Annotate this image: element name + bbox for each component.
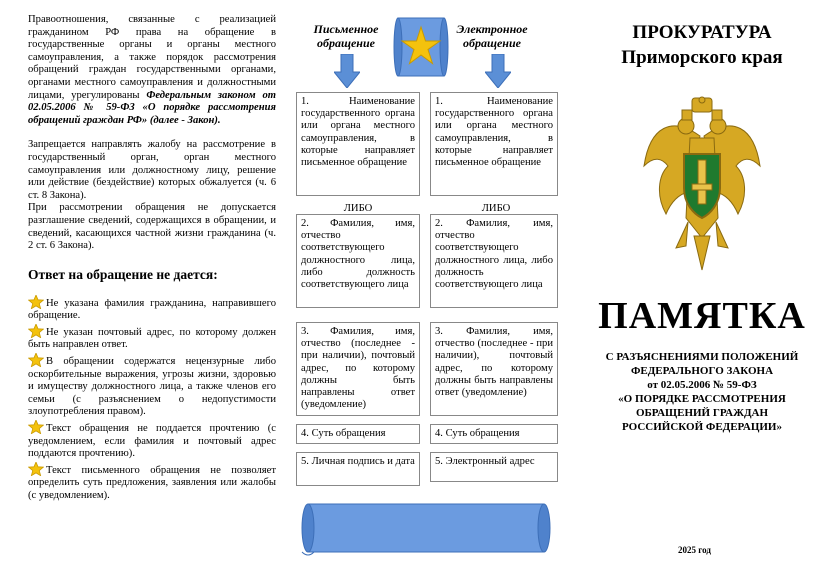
memo-subtitle-5: ОБРАЩЕНИЙ ГРАЖДАН [635, 407, 769, 419]
year-label: 2025 год [678, 545, 711, 555]
intro-paragraph: Правоотношения, связанные с реализацией гражданином РФ права на обращение в государственные органы и органы местного самоуправления, а также порядок рассмотрения обращений граждан государственными органами, органами местного самоуправления и должностными лицами, урегулированы Федеральным законом от 02.05.2006 № 59-ФЗ «О порядке рассмотрения обращений граждан РФ» (далее - Закон). [28, 14, 276, 126]
star-icon [28, 420, 44, 434]
memo-subtitle-1: С РАЗЪЯСНЕНИЯМИ ПОЛОЖЕНИЙ [605, 351, 799, 363]
prosecutor-emblem [642, 96, 762, 274]
star-icon [28, 295, 44, 309]
electronic-item-4: 4. Суть обращения [430, 424, 558, 444]
law-reference: Федеральным законом от 02.05.2006 № 59-ФЗ «О порядке рассмотрения обращений граждан РФ» (далее - Закон). [28, 89, 276, 126]
electronic-item-1: 1. Наименование государственного органа или органа местного самоуправления, в которые направляет письменное обращение [430, 92, 558, 196]
arrow-down-icon [334, 54, 360, 88]
electronic-item-5: 5. Электронный адрес [430, 452, 558, 482]
written-item-2: 2. Фамилия, имя, отчество соответствующего должностного лица, либо должность соответствующего лица [296, 214, 420, 308]
no-answer-item [28, 295, 276, 323]
written-item-5: 5. Личная подпись и дата [296, 452, 420, 486]
memo-title: ПАМЯТКА [598, 295, 806, 337]
memo-subtitle-2: ФЕДЕРАЛЬНОГО ЗАКОНА [630, 365, 774, 377]
memo-subtitle-3: от 02.05.2006 № 59-ФЗ [647, 379, 757, 391]
star-icon [28, 353, 44, 367]
memo-subtitle-4: «О ПОРЯДКЕ РАССМОТРЕНИЯ [618, 393, 786, 405]
star-icon [28, 324, 44, 338]
org-title: ПРОКУРАТУРА [632, 22, 772, 43]
no-answer-item [28, 353, 276, 419]
scroll-banner [296, 500, 558, 560]
left-column [28, 14, 276, 504]
org-region: Приморского края [621, 47, 783, 68]
written-header: Письменное обращение [313, 22, 379, 50]
right-column [592, 0, 812, 579]
no-answer-item-text: В обращении содержатся нецензурные либо оскорбительные выражения, угрозы жизни, здоровью и имуществу должностного лица, а также членов его семьи (с разъяснением о недопустимости злоупотребления правом). [28, 356, 276, 418]
memo-subtitle-6: РОССИЙСКОЙ ФЕДЕРАЦИИ» [622, 421, 782, 433]
complaint-paragraph: Запрещается направлять жалобу на рассмотрение в государственный орган, орган местного самоуправления или должностному лицу, решение или действие (бездействие) которых обжалуется (ч. 6 ст. 8 Закона). [28, 139, 276, 201]
no-answer-item-text: Текст обращения не поддается прочтению (с уведомлением, если фамилия и почтовый адрес поддаются прочтению). [28, 423, 276, 460]
electronic-item-3: 3. Фамилия, имя, отчество (последнее - при наличии), почтовый адрес, по которому должны быть направлены ответ (уведомление) [430, 322, 558, 416]
or-label-electronic: ЛИБО [481, 203, 511, 214]
or-label-written: ЛИБО [343, 203, 373, 214]
no-answer-item [28, 324, 276, 352]
written-item-4: 4. Суть обращения [296, 424, 420, 444]
written-item-3: 3. Фамилия, имя, отчество (последнее - при наличии), почтовый адрес, по которому должны быть направлены ответ (уведомление) [296, 322, 420, 416]
scroll-star-banner [392, 12, 452, 84]
no-answer-heading: Ответ на обращение не дается: [28, 266, 218, 282]
electronic-item-2: 2. Фамилия, имя, отчество соответствующего должностного лица, либо должность соответствующего лица [430, 214, 558, 308]
star-icon [28, 462, 44, 476]
no-answer-item [28, 462, 276, 503]
written-item-1: 1. Наименование государственного органа или органа местного самоуправления, в которые направляет письменное обращение [296, 92, 420, 196]
no-answer-item-text: Текст письменного обращения не позволяет определить суть предложения, заявления или жалобы (с уведомлением). [28, 464, 276, 501]
no-answer-item [28, 420, 276, 461]
disclosure-paragraph: При рассмотрении обращения не допускается разглашение сведений, содержащихся в обращении, и сведений, касающихся частной жизни гражданина (ч. 2 ст. 6 Закона). [28, 202, 276, 252]
no-answer-item-text: Не указан почтовый адрес, по которому должен быть направлен ответ. [28, 326, 276, 351]
no-answer-item-text: Не указана фамилия гражданина, направившего обращение. [28, 297, 276, 322]
no-answer-list [28, 295, 276, 503]
electronic-header: Электронное обращение [456, 22, 528, 50]
arrow-down-icon [485, 54, 511, 88]
